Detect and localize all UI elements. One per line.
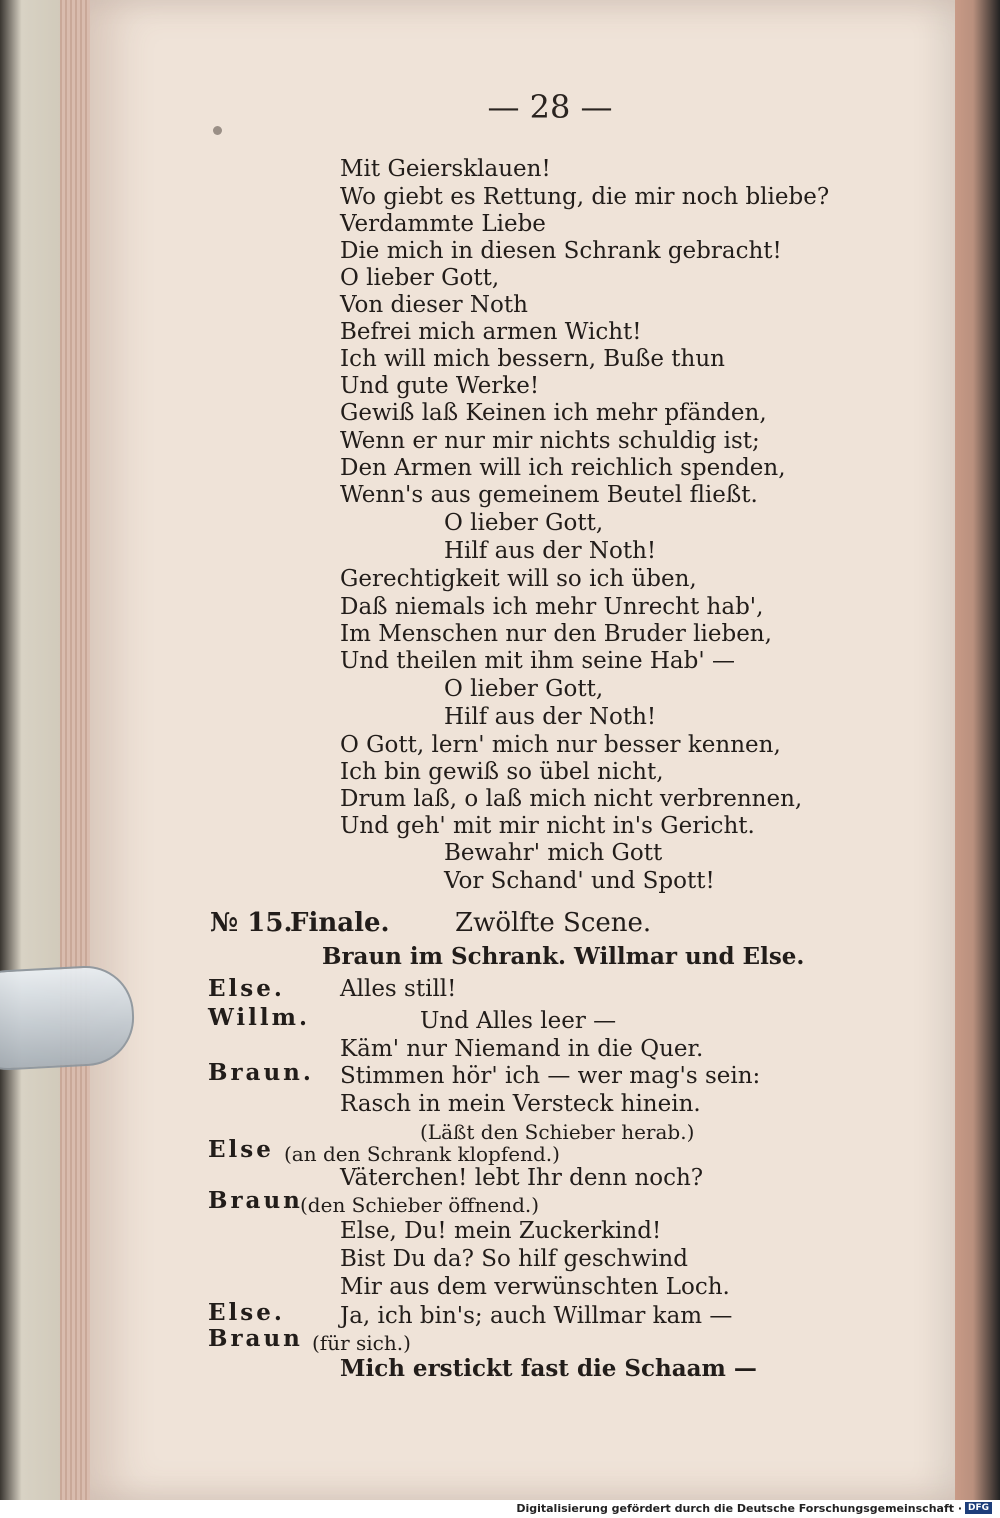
verse-line: Hilf aus der Noth! — [444, 538, 657, 564]
speaker-name: Else. — [208, 975, 285, 1002]
dialogue-line: Ja, ich bin's; auch Willmar kam — — [340, 1303, 733, 1329]
verse-line: Bewahr' mich Gott — [444, 840, 663, 866]
stage-direction: (für sich.) — [312, 1331, 411, 1355]
stage-direction: (den Schieber öffnend.) — [300, 1193, 540, 1217]
dialogue-line: Stimmen hör' ich — wer mag's sein: — [340, 1063, 761, 1089]
dialogue-line: Rasch in mein Versteck hinein. — [340, 1091, 701, 1117]
verse-line: Ich bin gewiß so übel nicht, — [340, 759, 664, 785]
verse-line: Wenn er nur mir nichts schuldig ist; — [340, 428, 760, 454]
dialogue-line: Mich erstickt fast die Schaam — — [340, 1355, 757, 1382]
stage-direction: (an den Schrank klopfend.) — [284, 1142, 560, 1166]
footer-credit: Digitalisierung gefördert durch die Deutsche Forschungsgemeinschaft · — [516, 1502, 962, 1515]
section-number: № 15. — [210, 908, 293, 938]
dialogue-line: Väterchen! lebt Ihr denn noch? — [340, 1165, 704, 1191]
page-spot — [213, 126, 222, 135]
verse-line: Hilf aus der Noth! — [444, 704, 657, 730]
verse-line: Mit Geiersklauen! — [340, 156, 551, 182]
verse-line: O lieber Gott, — [444, 676, 604, 702]
speaker-name: Willm. — [208, 1004, 310, 1031]
right-cover-edge — [955, 0, 1000, 1500]
verse-line: Und gute Werke! — [340, 373, 540, 399]
dialogue-line: Else, Du! mein Zuckerkind! — [340, 1218, 662, 1244]
verse-line: Im Menschen nur den Bruder lieben, — [340, 621, 772, 647]
dialogue-line: Und Alles leer — — [420, 1008, 617, 1034]
stage-direction: (Läßt den Schieber herab.) — [420, 1120, 695, 1144]
verse-line: Gewiß laß Keinen ich mehr pfänden, — [340, 400, 767, 426]
verse-line: Von dieser Noth — [340, 292, 528, 318]
verse-line: Den Armen will ich reichlich spenden, — [340, 455, 786, 481]
verse-line: Und geh' mit mir nicht in's Gericht. — [340, 813, 755, 839]
digitization-footer — [0, 1500, 1000, 1518]
verse-line: Wo giebt es Rettung, die mir noch bliebe? — [340, 184, 830, 210]
scene-setting: Braun im Schrank. Willmar und Else. — [322, 943, 805, 970]
verse-line: Die mich in diesen Schrank gebracht! — [340, 238, 782, 264]
speaker-name: Braun — [208, 1187, 303, 1214]
verse-line: Daß niemals ich mehr Unrecht hab', — [340, 594, 764, 620]
dialogue-line: Mir aus dem verwünschten Loch. — [340, 1274, 730, 1300]
dfg-logo: DFG — [965, 1502, 992, 1514]
scene-heading: Zwölfte Scene. — [455, 908, 652, 938]
verse-line: Vor Schand' und Spott! — [444, 868, 715, 894]
verse-line: O lieber Gott, — [444, 510, 604, 536]
verse-line: O lieber Gott, — [340, 265, 500, 291]
verse-line: Befrei mich armen Wicht! — [340, 319, 642, 345]
speaker-name: Else. — [208, 1299, 285, 1326]
verse-line: Verdammte Liebe — [340, 211, 546, 237]
speaker-name: Else — [208, 1136, 274, 1163]
verse-line: Wenn's aus gemeinem Beutel fließt. — [340, 482, 758, 508]
verse-line: Drum laß, o laß mich nicht verbrennen, — [340, 786, 803, 812]
verse-line: O Gott, lern' mich nur besser kennen, — [340, 732, 781, 758]
speaker-name: Braun. — [208, 1059, 314, 1086]
verse-line: Und theilen mit ihm seine Hab' — — [340, 648, 735, 674]
dialogue-line: Käm' nur Niemand in die Quer. — [340, 1036, 704, 1062]
dialogue-line: Bist Du da? So hilf geschwind — [340, 1246, 688, 1272]
speaker-name: Braun — [208, 1325, 303, 1352]
dialogue-line: Alles still! — [340, 976, 457, 1002]
verse-line: Ich will mich bessern, Buße thun — [340, 346, 725, 372]
section-title: Finale. — [290, 908, 390, 938]
page-number: — 28 — — [487, 88, 613, 126]
verse-line: Gerechtigkeit will so ich üben, — [340, 566, 697, 592]
